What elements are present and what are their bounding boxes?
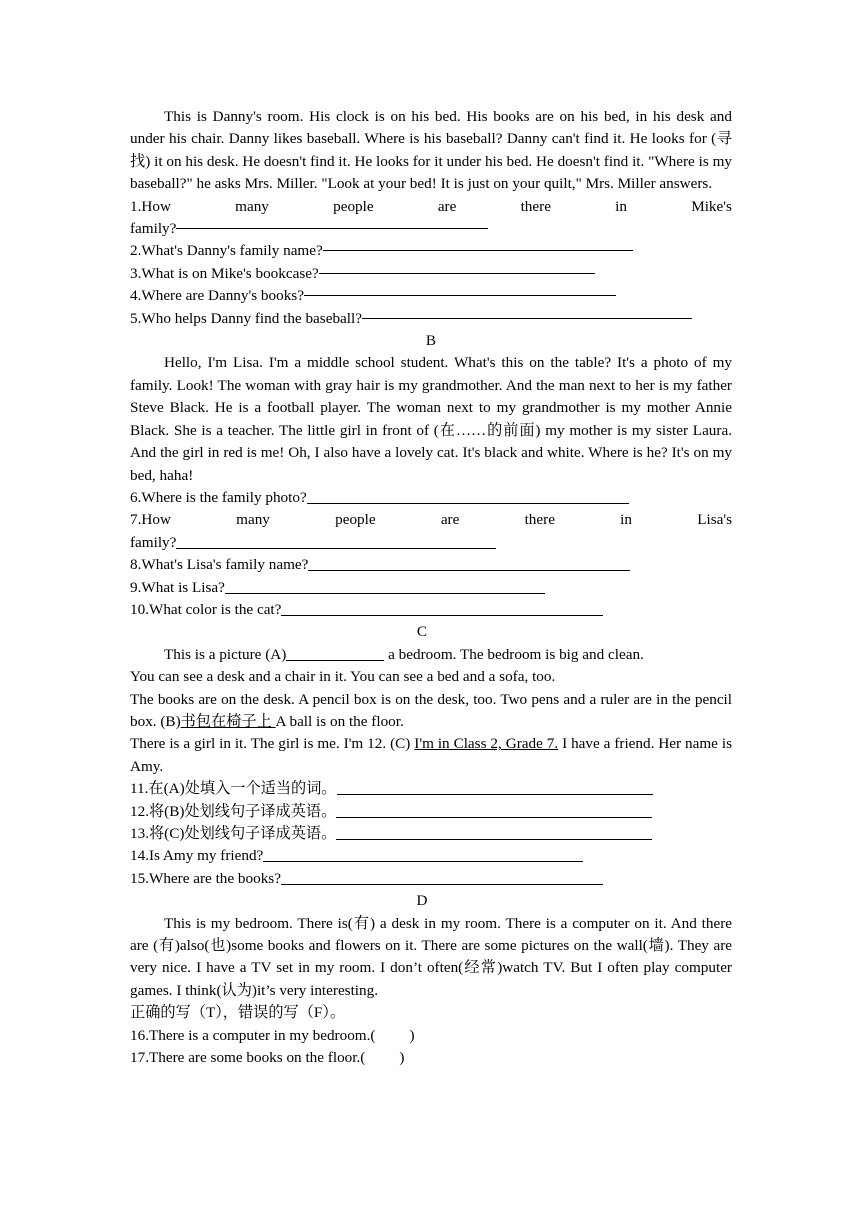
answer-line[interactable]: [308, 555, 630, 571]
question-14: 14.Is Amy my friend?: [130, 845, 732, 867]
answer-line[interactable]: [362, 318, 692, 319]
question-3: 3.What is on Mike's bookcase?: [130, 263, 732, 285]
answer-line[interactable]: [319, 273, 595, 274]
q1-word: many: [235, 197, 269, 215]
passage-c-line-2: You can see a desk and a chair in it. You can see a bed and a sofa, too.: [130, 668, 556, 686]
q7-word: in: [620, 511, 632, 529]
passage-c-line-4: There is a girl in it. The girl is me. I'm 12. (C) I'm in Class 2, Grade 7. I have a friend. Her name is Amy.: [130, 735, 732, 775]
passage-c-line-3: The books are on the desk. A pencil box is on the desk, too. Two pens and a ruler are in the pencil box. (B)书包在椅子上 A ball is on the floor.: [130, 690, 732, 730]
question-8: 8.What's Lisa's family name?: [130, 554, 732, 576]
section-heading-d: D: [416, 892, 428, 910]
q1-word: there: [520, 197, 551, 215]
worksheet-page: [130, 106, 732, 1069]
question-16: 16.There is a computer in my bedroom.( ): [130, 1026, 415, 1044]
question-7: [130, 509, 732, 531]
q1-word: Mike's: [691, 197, 732, 215]
question-10: 10.What color is the cat?: [130, 599, 732, 621]
question-1: [130, 196, 732, 218]
question-15: 15.Where are the books?: [130, 868, 732, 890]
answer-line[interactable]: [323, 250, 633, 251]
answer-line[interactable]: [225, 578, 545, 594]
question-2: 2.What's Danny's family name?: [130, 240, 732, 262]
blank-a[interactable]: [286, 645, 384, 661]
q1-word: are: [437, 197, 457, 215]
question-5: 5.Who helps Danny find the baseball?: [130, 308, 732, 330]
question-13: 13.将(C)处划线句子译成英语。: [130, 823, 732, 845]
answer-line[interactable]: [307, 488, 629, 504]
passage-b: Hello, I'm Lisa. I'm a middle school student. What's this on the table? It's a photo of my family. Look! The woman with gray hair is my grandmother. And the man next to her is my father Steve Black. He is a football player. The woman next to my grandmother is my mother Annie Black. She is a teacher. The little girl in front of (在……的前面) my mother is my sister Laura. And the girl in red is me! Oh, I also have a lovely cat. It's black and white. Where is he? It's on my bed, haha!: [130, 354, 732, 484]
answer-line[interactable]: [337, 779, 653, 795]
question-9: 9.What is Lisa?: [130, 577, 732, 599]
answer-line[interactable]: [304, 295, 616, 296]
section-heading-c: C: [416, 623, 428, 641]
section-heading-b: B: [425, 332, 437, 350]
q7-word: Lisa's: [697, 511, 732, 529]
q7-word: 7.How: [130, 511, 171, 529]
question-11: 11.在(A)处填入一个适当的词。: [130, 778, 732, 800]
question-12: 12.将(B)处划线句子译成英语。: [130, 801, 732, 823]
question-17: 17.There are some books on the floor.( ): [130, 1049, 405, 1067]
q7-word: people: [335, 511, 376, 529]
answer-line[interactable]: [176, 228, 488, 229]
answer-line[interactable]: [281, 600, 603, 616]
question-7-end: family?: [130, 532, 732, 554]
underlined-sentence-c: I'm in Class 2, Grade 7.: [414, 735, 559, 753]
q1-word: in: [615, 197, 627, 215]
q7-word: there: [524, 511, 555, 529]
answer-line[interactable]: [336, 802, 652, 818]
q7-word: are: [440, 511, 460, 529]
q1-word: 1.How: [130, 197, 171, 215]
answer-line[interactable]: [176, 533, 496, 549]
question-1-end: family?: [130, 218, 732, 240]
passage-c-line-1: This is a picture (A) a bedroom. The bedroom is big and clean.: [164, 645, 644, 663]
question-4: 4.Where are Danny's books?: [130, 285, 732, 307]
q7-word: many: [236, 511, 270, 529]
passage-a: This is Danny's room. His clock is on his bed. His books are on his bed, in his desk and under his chair. Danny likes baseball. Where is his baseball? Danny can't find it. He looks for (寻找) it on his desk. He doesn't find it. He looks for it under his bed. He doesn't find it. "Where is my baseball?" he asks Mrs. Miller. "Look at your bed! It is just on your quilt," Mrs. Miller answers.: [130, 108, 732, 193]
passage-d: This is my bedroom. There is(有) a desk in my room. There is a computer on it. And there are (有)also(也)some books and flowers on it. There are some pictures on the wall(墙). They are very nice. I have a TV set in my room. I don’t often(经常)watch TV. But I often play computer games. I think(认为)it’s very interesting.: [130, 914, 732, 999]
q1-word: people: [333, 197, 374, 215]
underlined-sentence-b: 书包在椅子上: [180, 712, 276, 730]
instruction: 正确的写（T），错误的写（F）。: [130, 1004, 346, 1022]
answer-line[interactable]: [263, 846, 583, 862]
answer-line[interactable]: [336, 824, 652, 840]
question-6: 6.Where is the family photo?: [130, 487, 732, 509]
answer-line[interactable]: [281, 869, 603, 885]
